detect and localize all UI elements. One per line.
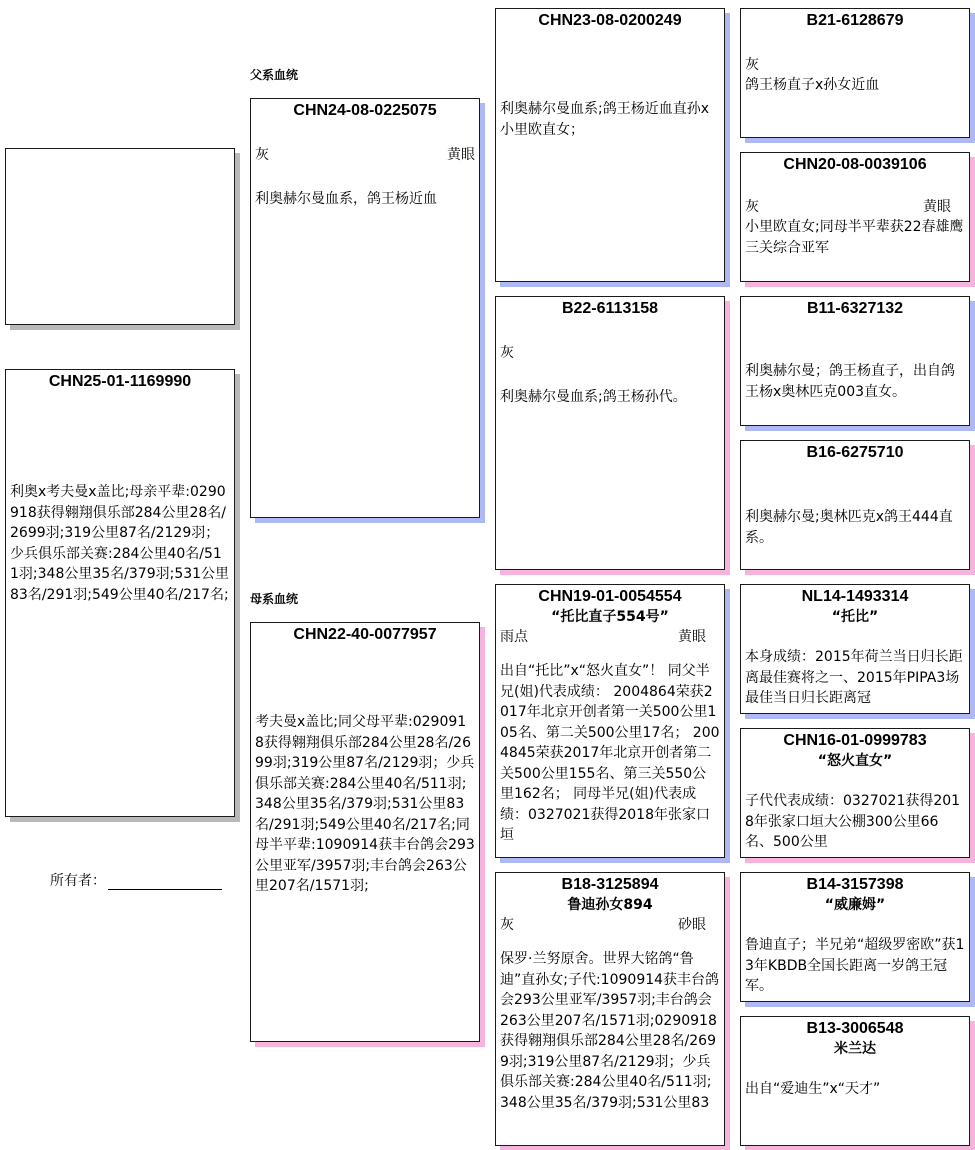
- sds-desc: 利奥赫尔曼；鸽王杨直子，出自鸽王杨x奥林匹克003直女。: [745, 363, 955, 400]
- ddd-desc: 出自“爱迪生”x“天才”: [745, 1081, 881, 1097]
- ddd-id: B13-3006548: [806, 1020, 904, 1037]
- sd-card: [495, 296, 725, 570]
- sire-color: 灰: [255, 147, 269, 163]
- sss-desc: 鸽王杨直子x孙女近血: [745, 77, 880, 93]
- sire-card: [250, 98, 480, 518]
- photo-frame: [5, 148, 235, 325]
- sd-id: B22-6113158: [561, 300, 659, 317]
- sss-color: 灰: [745, 57, 759, 73]
- ds-color: 雨点: [500, 629, 528, 645]
- sire-eye: 黄眼: [447, 147, 475, 163]
- ds-name: “托比直子554号”: [551, 609, 669, 625]
- dam-desc: 考夫曼x盖比;同父母平辈:0290918获得翱翔俱乐部284公里28名/2699羽;319公里87名/2129羽；少兵俱乐部关赛:284公里40名/511羽;348公里35名/379羽;531公里83名/291羽;549公里40名/217名;同母半平辈:1090914获丰台鸽会293公里亚军/3957羽;丰台鸽会263公里207名/1571羽;: [255, 714, 475, 894]
- owner-label: 所有者：: [50, 873, 106, 889]
- ssd-id: CHN20-08-0039106: [783, 156, 927, 173]
- dds-id: B14-3157398: [806, 876, 904, 893]
- dss-desc: 本身成绩：2015年荷兰当日归长距离最佳赛将之一、2015年PIPA3场最佳当日归长距离冠: [745, 649, 963, 706]
- dd-card: [495, 872, 725, 1146]
- dd-eye: 砂眼: [678, 917, 706, 933]
- owner-field: [50, 870, 222, 890]
- dsd-card: [740, 728, 970, 858]
- sd-color: 灰: [500, 345, 514, 361]
- subject-card: [5, 369, 235, 817]
- sss-id: B21-6128679: [806, 12, 904, 29]
- subject-id: CHN25-01-1169990: [48, 373, 192, 390]
- ds-card: [495, 584, 725, 858]
- ss-id: CHN23-08-0200249: [538, 12, 682, 29]
- subject-desc: 利奥x考夫曼x盖比;母亲平辈:0290918获得翱翔俱乐部284公里28名/2699羽;319公里87名/2129羽；少兵俱乐部关赛:284公里40名/511羽;348公里35名/379羽;531公里83名/291羽;549公里40名/217名;: [10, 484, 230, 603]
- dss-name: “托比”: [831, 609, 879, 625]
- ssd-eye: 黄眼: [923, 199, 951, 215]
- dd-color: 灰: [500, 917, 514, 933]
- dds-name: “威廉姆”: [824, 897, 886, 913]
- dam-card: [250, 622, 480, 1042]
- ds-desc: 出自“托比”x“怒火直女”！ 同父半兄(姐)代表成绩： 2004864荣获2017年北京开创者第一关500公里105名、第二关500公里17名； 2004845荣获2017年北京开创者第二关500公里155名、第三关550公里162名； 同母半兄(姐)代表成绩：0327021获得2018年张家口垣: [500, 663, 720, 843]
- dsd-name: “怒火直女”: [817, 753, 893, 769]
- sdd-id: B16-6275710: [806, 444, 904, 461]
- sss-card: [740, 8, 970, 138]
- dds-card: [740, 872, 970, 1002]
- sdd-desc: 利奥赫尔曼;奥林匹克x鸽王444直系。: [745, 509, 953, 546]
- sire-id: CHN24-08-0225075: [293, 102, 437, 119]
- dd-id: B18-3125894: [561, 876, 659, 893]
- dds-desc: 鲁迪直子；半兄弟“超级罗密欧”获13年KBDB全国长距离一岁鸽王冠军。: [745, 937, 965, 994]
- dsd-id: CHN16-01-0999783: [783, 732, 927, 749]
- father-line-label: 父系血统: [250, 68, 299, 82]
- sds-id: B11-6327132: [806, 300, 904, 317]
- dd-name: 鲁迪孙女894: [567, 897, 653, 913]
- ssd-desc: 小里欧直女;同母半平辈获22春雄鹰三关综合亚军: [745, 219, 964, 256]
- ss-card: [495, 8, 725, 282]
- ddd-card: [740, 1016, 970, 1146]
- sdd-card: [740, 440, 970, 570]
- dam-id: CHN22-40-0077957: [293, 626, 437, 643]
- dsd-desc: 子代代表成绩：0327021获得2018年张家口垣大公棚300公里66名、500公里: [745, 793, 961, 850]
- ssd-card: [740, 152, 970, 282]
- sds-card: [740, 296, 970, 426]
- dss-id: NL14-1493314: [801, 588, 909, 605]
- owner-line[interactable]: [108, 875, 222, 890]
- dss-card: [740, 584, 970, 714]
- mother-line-label: 母系血统: [250, 592, 299, 606]
- ss-desc: 利奥赫尔曼血系;鸽王杨近血直孙x小里欧直女；: [500, 101, 710, 138]
- sire-desc: 利奥赫尔曼血系，鸽王杨近血: [255, 191, 437, 207]
- ddd-name: 米兰达: [834, 1041, 876, 1057]
- ssd-color: 灰: [745, 199, 759, 215]
- dd-desc: 保罗·兰努原舍。世界大铭鸽“鲁迪”直孙女;子代:1090914获丰台鸽会293公里亚军/3957羽;丰台鸽会263公里207名/1571羽;0290918获得翱翔俱乐部284公里28名/2699羽;319公里87名/2129羽；少兵俱乐部关赛:284公里40名/511羽;348公里35名/379羽;531公里83: [500, 951, 720, 1111]
- sd-desc: 利奥赫尔曼血系;鸽王杨孙代。: [500, 389, 687, 405]
- ds-eye: 黄眼: [678, 629, 706, 645]
- ds-id: CHN19-01-0054554: [538, 588, 682, 605]
